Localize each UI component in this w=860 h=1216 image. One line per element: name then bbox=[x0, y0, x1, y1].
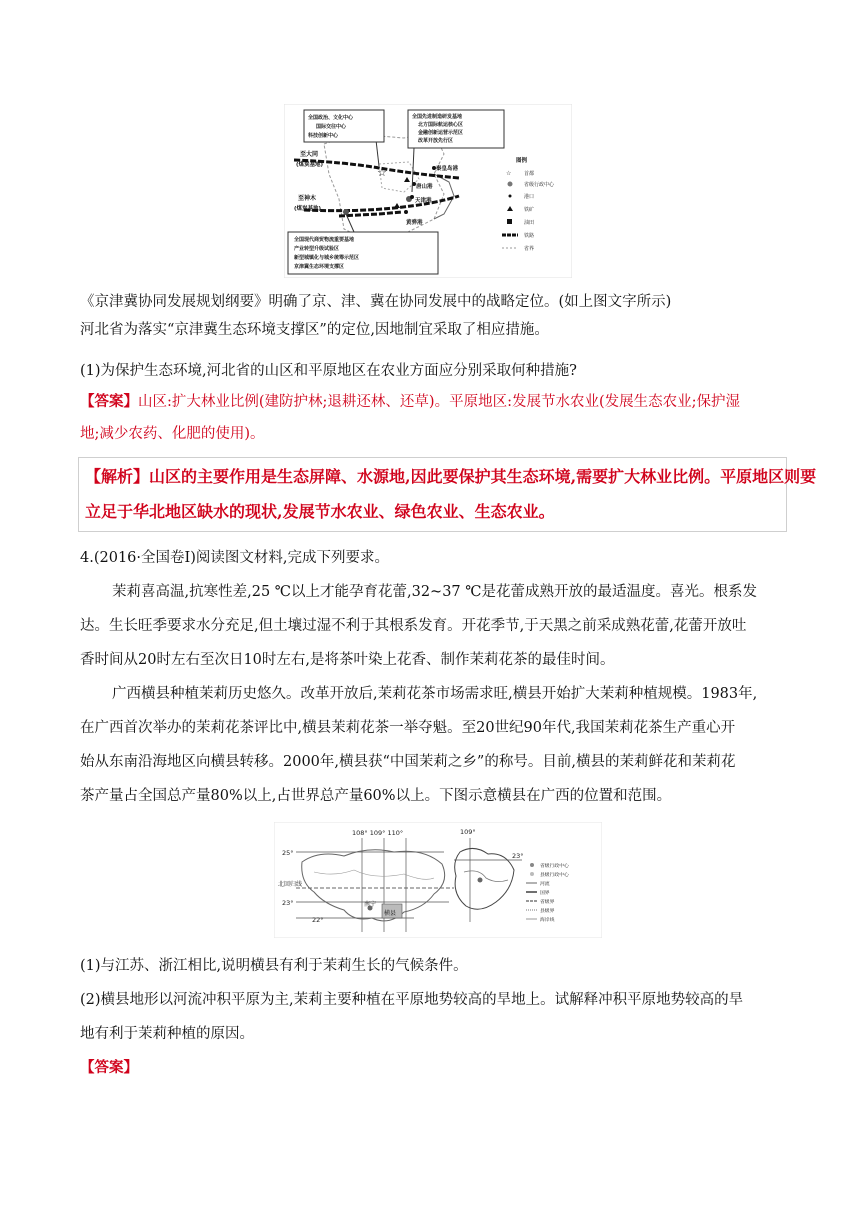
map-jingjinji bbox=[284, 104, 572, 278]
svg-text:铁矿: 铁矿 bbox=[524, 207, 535, 213]
svg-text:河流: 河流 bbox=[540, 882, 550, 887]
answer-text-1: 山区:扩大林业比例(建防护林;退耕还林、还草)。平原地区:发展节水农业(发展生态农业;保护湿 bbox=[138, 394, 741, 410]
svg-text:省级行政中心: 省级行政中心 bbox=[524, 182, 555, 188]
svg-text:黄骅港: 黄骅港 bbox=[406, 220, 423, 226]
svg-text:油田: 油田 bbox=[524, 220, 535, 226]
svg-text:海岸线: 海岸线 bbox=[540, 918, 555, 923]
svg-text:至大同: 至大同 bbox=[300, 151, 319, 158]
svg-text:天津港: 天津港 bbox=[415, 198, 432, 204]
svg-text:全国现代商贸物流重要基地: 全国现代商贸物流重要基地 bbox=[294, 237, 355, 243]
svg-text:铁路: 铁路 bbox=[524, 233, 535, 239]
svg-text:金融创新运营示范区: 金融创新运营示范区 bbox=[418, 130, 464, 136]
svg-text:23°: 23° bbox=[512, 852, 524, 860]
para2-line-4: 茶产量占全国总产量80%以上,占世界总产量60%以上。下图示意横县在广西的位置和范围。 bbox=[80, 788, 672, 804]
svg-text:北方国际航运核心区: 北方国际航运核心区 bbox=[418, 122, 464, 128]
subquestion-2-line-1: (2)横县地形以河流冲积平原为主,茉莉主要种植在平原地势较高的旱地上。试解释冲积平原地势较高的旱 bbox=[80, 992, 744, 1008]
svg-text:省级行政中心: 省级行政中心 bbox=[540, 864, 569, 869]
svg-text:至神木: 至神木 bbox=[298, 195, 317, 202]
svg-text:港口: 港口 bbox=[524, 194, 535, 200]
answer-tag: 【答案】 bbox=[80, 393, 138, 410]
para2-line-2: 在广西首次举办的茉莉花茶评比中,横县茉莉花茶一举夺魁。至20世纪90年代,我国茉莉花茶生产重心开 bbox=[80, 720, 736, 736]
svg-text:图例: 图例 bbox=[516, 158, 528, 164]
svg-text:☆: ☆ bbox=[506, 170, 512, 177]
svg-text:县级行政中心: 县级行政中心 bbox=[540, 873, 569, 878]
subquestion-2-line-2: 地有利于茉莉种植的原因。 bbox=[80, 1026, 254, 1042]
svg-text:22°: 22° bbox=[312, 916, 324, 924]
question-1: (1)为保护生态环境,河北省的山区和平原地区在农业方面应分别采取何种措施? bbox=[80, 363, 577, 379]
para1-line-3: 香时间从20时左右至次日10时左右,是将茶叶染上花香、制作茉莉花茶的最佳时间。 bbox=[80, 652, 615, 668]
answer-line-1 bbox=[80, 392, 740, 412]
svg-text:改革开放先行区: 改革开放先行区 bbox=[418, 138, 454, 144]
svg-text:南宁: 南宁 bbox=[364, 901, 377, 908]
paragraph-hebei: 河北省为落实“京津冀生态环境支撑区”的定位,因地制宜采取了相应措施。 bbox=[80, 322, 549, 338]
question-4-heading: 4.(2016·全国卷Ⅰ)阅读图文材料,完成下列要求。 bbox=[80, 550, 389, 566]
svg-text:秦皇岛港: 秦皇岛港 bbox=[436, 166, 459, 172]
svg-text:产业转型升级试验区: 产业转型升级试验区 bbox=[294, 246, 340, 252]
subquestion-1: (1)与江苏、浙江相比,说明横县有利于茉莉生长的气候条件。 bbox=[80, 958, 468, 974]
svg-text:唐山港: 唐山港 bbox=[416, 184, 433, 190]
svg-text:25°: 25° bbox=[282, 849, 294, 857]
svg-text:新型城镇化与城乡统筹示范区: 新型城镇化与城乡统筹示范区 bbox=[294, 255, 360, 261]
svg-text:北回归线: 北回归线 bbox=[278, 881, 303, 888]
answer-line-2: 地;减少农药、化肥的使用)。 bbox=[80, 426, 265, 442]
svg-text:县级界: 县级界 bbox=[540, 909, 555, 914]
svg-text:国际交往中心: 国际交往中心 bbox=[316, 124, 347, 130]
svg-text:108° 109° 110°: 108° 109° 110° bbox=[352, 829, 404, 837]
paragraph-intro: 《京津冀协同发展规划纲要》明确了京、津、冀在协同发展中的战略定位。(如上图文字所示) bbox=[80, 294, 672, 310]
svg-text:109°: 109° bbox=[460, 828, 476, 836]
explanation-line-1: 【解析】山区的主要作用是生态屏障、水源地,因此要保护其生态环境,需要扩大林业比例。平原地区则要 bbox=[85, 467, 817, 486]
svg-text:京津冀生态环境支撑区: 京津冀生态环境支撑区 bbox=[294, 264, 345, 270]
capital-star-icon: ☆ bbox=[377, 166, 387, 179]
para2-line-3: 始从东南沿海地区向横县转移。2000年,横县获“中国茉莉之乡”的称号。目前,横县的茉莉鲜花和茉莉花 bbox=[80, 754, 736, 770]
svg-text:(煤炭基地): (煤炭基地) bbox=[294, 206, 322, 212]
svg-text:横县: 横县 bbox=[384, 910, 397, 917]
answer-tag-2: 【答案】 bbox=[80, 1059, 138, 1076]
explanation-box bbox=[78, 457, 817, 532]
svg-text:全国政治、文化中心: 全国政治、文化中心 bbox=[308, 115, 354, 121]
svg-text:省级界: 省级界 bbox=[540, 900, 555, 905]
map-hengxian bbox=[274, 822, 602, 938]
svg-text:国界: 国界 bbox=[540, 891, 550, 896]
para1-line-2: 达。生长旺季要求水分充足,但土壤过湿不利于其根系发育。开花季节,于天黑之前采成熟花蕾,花蕾开放吐 bbox=[80, 618, 747, 634]
para1-line-1: 茉莉喜高温,抗寒性差,25 ℃以上才能孕育花蕾,32~37 ℃是花蕾成熟开放的最适温度。喜光。根系发 bbox=[112, 584, 757, 600]
svg-text:省界: 省界 bbox=[524, 246, 535, 252]
svg-text:科技创新中心: 科技创新中心 bbox=[308, 133, 339, 139]
svg-text:23°: 23° bbox=[282, 899, 294, 907]
svg-text:(煤炭基地): (煤炭基地) bbox=[296, 162, 324, 168]
para2-line-1: 广西横县种植茉莉历史悠久。改革开放后,茉莉花茶市场需求旺,横县开始扩大茉莉种植规模。1983年, bbox=[112, 686, 758, 702]
svg-text:全国先进制造研发基地: 全国先进制造研发基地 bbox=[412, 114, 463, 120]
explanation-line-2: 立足于华北地区缺水的现状,发展节水农业、绿色农业、生态农业。 bbox=[85, 502, 555, 521]
svg-text:首都: 首都 bbox=[524, 171, 535, 177]
